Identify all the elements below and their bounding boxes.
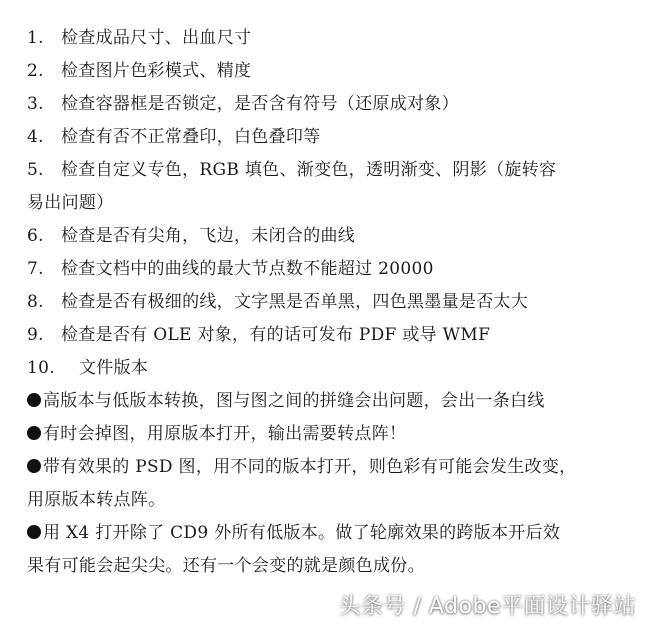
watermark: 头条号 / Adobe平面设计驿站 [338,594,636,619]
list-item [27,22,627,55]
item-number: 10. [27,358,55,378]
item-text: 文件版本 [79,358,149,378]
bullet-text: 带有效果的 PSD 图，用不同的版本打开，则色彩有可能会发生改变， [43,457,577,477]
bullet-continuation [27,550,627,583]
bullet-dot-icon [27,393,41,407]
item-number: 5. [27,160,44,180]
list-item [27,154,627,187]
item-text: 检查有否不正常叠印，白色叠印等 [61,127,321,147]
item-text: 检查是否有极细的线，文字黑是否单黑，四色黑墨量是否太大 [61,292,529,312]
bullet-text: 高版本与低版本转换，图与图之间的拼缝会出问题，会出一条白线 [43,391,545,411]
bullet-item [27,451,627,484]
item-number: 6. [27,226,44,246]
list-item-continuation [27,187,627,220]
list-item [27,319,627,352]
list-item [27,220,627,253]
item-number: 2. [27,61,44,81]
item-text: 检查容器框是否锁定，是否含有符号（还原成对象） [61,94,459,114]
item-number: 9. [27,325,44,345]
bullet-item [27,418,627,451]
item-number: 7. [27,259,44,279]
bullet-text: 用原版本转点阵。 [27,490,166,510]
bullet-text: 用 X4 打开除了 CD9 外所有低版本。做了轮廓效果的跨版本开后效 [43,523,561,543]
bullet-text: 有时会掉图，用原版本打开，输出需要转点阵！ [43,424,407,444]
list-item [27,88,627,121]
item-text: 检查图片色彩模式、精度 [61,61,252,81]
item-text: 检查自定义专色，RGB 填色、渐变色，透明渐变、阴影（旋转容 [61,160,557,180]
item-text: 易出问题） [27,193,114,213]
list-item [27,352,627,385]
bullet-dot-icon [27,525,41,539]
document-body [27,22,627,583]
bullet-item [27,517,627,550]
bullet-continuation [27,484,627,517]
item-text: 检查是否有尖角，飞边，未闭合的曲线 [61,226,356,246]
item-text: 检查成品尺寸、出血尺寸 [61,28,252,48]
bullet-item [27,385,627,418]
list-item [27,121,627,154]
list-item [27,55,627,88]
item-text: 检查文档中的曲线的最大节点数不能超过 20000 [61,259,434,279]
item-number: 8. [27,292,44,312]
list-item [27,286,627,319]
list-item [27,253,627,286]
bullet-dot-icon [27,459,41,473]
item-text: 检查是否有 OLE 对象，有的话可发布 PDF 或导 WMF [61,325,491,345]
item-number: 4. [27,127,44,147]
item-number: 1. [27,28,44,48]
bullet-dot-icon [27,426,41,440]
item-number: 3. [27,94,44,114]
bullet-text: 果有可能会起尖尖。还有一个会变的就是颜色成份。 [27,556,425,576]
